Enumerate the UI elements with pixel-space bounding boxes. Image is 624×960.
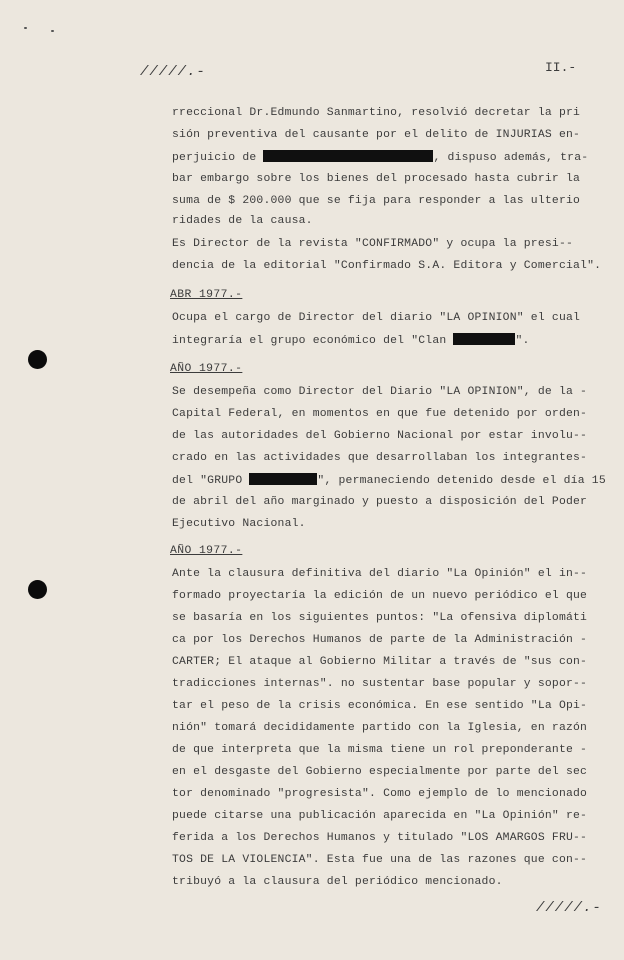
redaction-bar xyxy=(249,473,317,485)
text-line xyxy=(172,150,612,166)
text-line: de que interpreta que la misma tiene un rol preponderante - xyxy=(172,744,588,756)
text-line: ridades de la causa. xyxy=(172,215,313,227)
text-line: Ante la clausura definitiva del diario "La Opinión" el in-- xyxy=(172,568,588,580)
redaction-bar xyxy=(453,333,515,345)
punch-hole xyxy=(28,580,47,599)
page-number: II.- xyxy=(545,60,577,75)
text-line: puede citarse una publicación aparecida en "La Opinión" re- xyxy=(172,810,588,822)
text-line: tar el peso de la crisis económica. En ese sentido "La Opi- xyxy=(172,700,588,712)
text-line xyxy=(172,473,612,489)
text-line: ferida a los Derechos Humanos y titulado "LOS AMARGOS FRU-- xyxy=(172,832,588,844)
section-heading: AÑO 1977.- xyxy=(170,363,243,375)
text-line: rreccional Dr.Edmundo Sanmartino, resolvió decretar la pri xyxy=(172,107,581,119)
text-line: formado proyectaría la edición de un nuevo periódico el que xyxy=(172,590,588,602)
ink-speck xyxy=(51,30,54,32)
ink-speck xyxy=(24,27,27,29)
text-line: CARTER; El ataque al Gobierno Militar a través de "sus con- xyxy=(172,656,588,668)
text-line: ca por los Derechos Humanos de parte de la Administración - xyxy=(172,634,588,646)
text-fragment: ". xyxy=(515,335,530,347)
text-line: crado en las actividades que desarrollaban los integrantes- xyxy=(172,452,588,464)
punch-hole xyxy=(28,350,47,369)
text-line: nión" tomará decididamente partido con la Iglesia, en razón xyxy=(172,722,588,734)
text-line: de las autoridades del Gobierno Nacional por estar involu-- xyxy=(172,430,588,442)
text-line: Capital Federal, en momentos en que fue detenido por orden- xyxy=(172,408,588,420)
text-line: se basaría en los siguientes puntos: "La ofensiva diplomáti xyxy=(172,612,588,624)
text-line: TOS DE LA VIOLENCIA". Esta fue una de las razones que con-- xyxy=(172,854,588,866)
section-heading: ABR 1977.- xyxy=(170,289,243,301)
text-fragment: , dispuso además, tra- xyxy=(433,152,589,164)
text-line: de abril del año marginado y puesto a disposición del Poder xyxy=(172,496,588,508)
section-heading: AÑO 1977.- xyxy=(170,545,243,557)
text-fragment: del "GRUPO xyxy=(172,475,243,487)
text-line: Es Director de la revista "CONFIRMADO" y ocupa la presi-- xyxy=(172,238,574,250)
text-line: Ocupa el cargo de Director del diario "LA OPINION" el cual xyxy=(172,312,581,324)
text-fragment: ", permaneciendo detenido desde el día 15 xyxy=(317,475,606,487)
redaction-bar xyxy=(263,150,433,162)
text-line: bar embargo sobre los bienes del procesado hasta cubrir la xyxy=(172,173,581,185)
text-line: tradicciones internas". no sustentar base popular y sopor-- xyxy=(172,678,588,690)
text-line: Se desempeña como Director del Diario "LA OPINION", de la - xyxy=(172,386,588,398)
continuation-mark-top: /////.- xyxy=(140,64,206,80)
text-line xyxy=(172,333,612,349)
text-line: Ejecutivo Nacional. xyxy=(172,518,306,530)
text-line: sión preventiva del causante por el delito de INJURIAS en- xyxy=(172,129,581,141)
text-line: tribuyó a la clausura del periódico mencionado. xyxy=(172,876,503,888)
text-fragment: integraría el grupo económico del "Clan xyxy=(172,335,447,347)
text-line: suma de $ 200.000 que se fija para responder a las ulterio xyxy=(172,195,581,207)
text-line: en el desgaste del Gobierno especialmente por parte del sec xyxy=(172,766,588,778)
continuation-mark-bottom: /////.- xyxy=(536,900,602,916)
text-line: tor denominado "progresista". Como ejemplo de lo mencionado xyxy=(172,788,588,800)
text-fragment: perjuicio de xyxy=(172,152,257,164)
text-line: dencia de la editorial "Confirmado S.A. Editora y Comercial". xyxy=(172,260,602,272)
